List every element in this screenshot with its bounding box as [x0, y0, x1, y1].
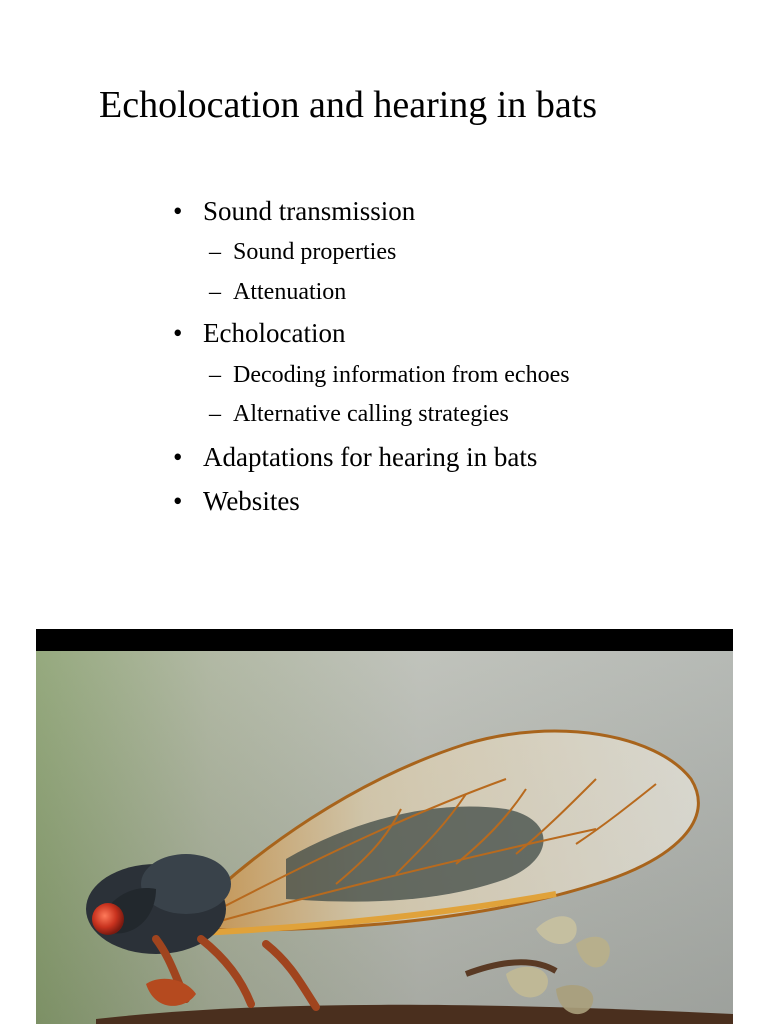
- bullet-item: [173, 441, 537, 473]
- bullet-marker: •: [173, 442, 183, 472]
- sub-bullet-item: [209, 237, 396, 267]
- sub-bullet-text: Attenuation: [233, 279, 347, 305]
- cicada-illustration: [36, 629, 733, 1024]
- bullet-text: Adaptations for hearing in bats: [203, 442, 538, 472]
- bullet-text: Echolocation: [203, 318, 346, 348]
- bullet-item: [173, 485, 300, 517]
- eye-shape: [92, 903, 124, 935]
- bullet-item: [173, 317, 345, 349]
- cicada-photo: [36, 629, 733, 1024]
- sub-bullet-item: [209, 360, 570, 390]
- sub-bullet-item: [209, 399, 509, 429]
- sub-bullet-text: Alternative calling strategies: [233, 401, 509, 427]
- dash-marker: –: [209, 362, 221, 388]
- bullet-marker: •: [173, 318, 183, 348]
- bullet-item: [173, 195, 415, 227]
- dash-marker: –: [209, 401, 221, 427]
- sub-bullet-text: Decoding information from echoes: [233, 362, 570, 388]
- bullet-text: Websites: [203, 486, 300, 516]
- bullet-marker: •: [173, 486, 183, 516]
- dash-marker: –: [209, 239, 221, 265]
- dash-marker: –: [209, 279, 221, 305]
- sub-bullet-text: Sound properties: [233, 239, 397, 265]
- slide-title: Echolocation and hearing in bats: [99, 84, 598, 126]
- sub-bullet-item: [209, 277, 346, 307]
- bullet-text: Sound transmission: [203, 196, 416, 226]
- photo-top-band: [36, 629, 733, 651]
- bullet-marker: •: [173, 196, 183, 226]
